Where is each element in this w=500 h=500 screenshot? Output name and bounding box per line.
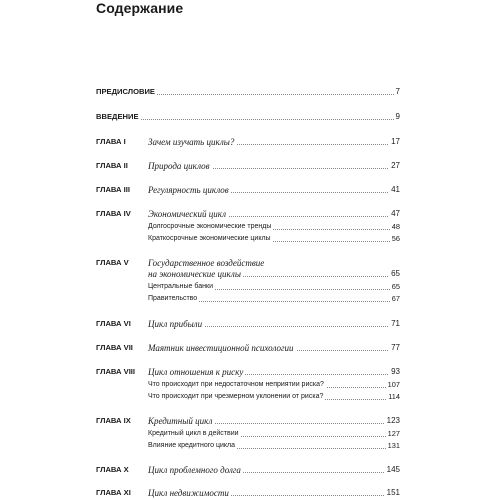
toc-subentry-title: Правительство: [148, 293, 199, 305]
chapter-label: ГЛАВА VII: [96, 343, 133, 352]
toc-entry-intro[interactable]: [0, 111, 500, 123]
toc-subentry-title: Что происходит при недостаточном неприятии риска?: [148, 379, 326, 391]
toc-entry-title: ВВЕДЕНИЕ: [96, 112, 139, 121]
toc-subentry-title: Влияние кредитного цикла: [148, 440, 237, 452]
toc-subentry[interactable]: [0, 293, 500, 305]
toc-subentry-title: Кредитный цикл в действии: [148, 428, 241, 440]
chapter-label: ГЛАВА XI: [96, 488, 131, 497]
toc-entry-ch11[interactable]: [0, 487, 500, 499]
toc-page-number: 127: [387, 429, 400, 438]
toc-entry-title-line1: Государственное воздействие: [148, 258, 265, 268]
toc-page-number: 145: [386, 465, 400, 474]
chapter-label: ГЛАВА I: [96, 137, 126, 146]
toc-entry-ch9[interactable]: [0, 415, 500, 427]
toc-entry-title: Экономический цикл: [148, 209, 227, 219]
toc-entry-ch2[interactable]: [0, 160, 500, 172]
toc-page-number: 107: [387, 380, 400, 389]
toc-entry-title: Кредитный цикл: [148, 416, 213, 426]
toc-entry-title: Цикл проблемного долга: [148, 465, 241, 475]
toc-subentry[interactable]: [0, 440, 500, 452]
toc-subentry[interactable]: [0, 391, 500, 403]
toc-page-number: 41: [391, 185, 400, 194]
page-title: Содержание: [96, 0, 184, 16]
toc-entry-title: Регулярность циклов: [148, 185, 229, 195]
toc-subentry-title: Краткосрочные экономические циклы: [148, 233, 273, 245]
toc-page-number: 71: [391, 319, 400, 328]
toc-entry-title: Цикл недвижимости: [148, 488, 229, 498]
toc-entry-ch10[interactable]: [0, 464, 500, 476]
toc-subentry[interactable]: [0, 428, 500, 440]
toc-page-number: 131: [387, 441, 400, 450]
toc-entry-title: Зачем изучать циклы?: [148, 137, 235, 147]
toc-entry-title: Природа циклов: [148, 161, 210, 171]
chapter-label: ГЛАВА V: [96, 258, 129, 267]
chapter-label: ГЛАВА IV: [96, 209, 131, 218]
toc-page-number: 77: [391, 343, 400, 352]
chapter-label: ГЛАВА III: [96, 185, 130, 194]
toc-entry-preface[interactable]: [0, 86, 500, 98]
toc-entry-ch5-cont[interactable]: [0, 268, 500, 280]
toc-entry-title: Маятник инвестиционной психологии: [148, 343, 294, 353]
toc-entry-title: Цикл прибыли: [148, 319, 203, 329]
dot-leader: [98, 119, 400, 120]
chapter-label: ГЛАВА VIII: [96, 367, 136, 376]
chapter-label: ГЛАВА X: [96, 465, 129, 474]
toc-subentry[interactable]: [0, 221, 500, 233]
toc-page-number: 123: [386, 416, 400, 425]
toc-entry-ch4[interactable]: [0, 208, 500, 220]
toc-entry-title: Цикл отношения к риску: [148, 367, 244, 377]
chapter-label: ГЛАВА IX: [96, 416, 131, 425]
toc-page-number: 65: [391, 282, 400, 291]
toc-subentry-title: Что происходит при чрезмерном уклонении от риска?: [148, 391, 325, 403]
toc-page-number: 65: [391, 269, 400, 278]
toc-entry-ch8[interactable]: [0, 366, 500, 378]
toc-entry-ch1[interactable]: [0, 136, 500, 148]
toc-page-number: 67: [391, 294, 400, 303]
toc-page-number: 93: [391, 367, 400, 376]
toc-page-number: 56: [391, 234, 400, 243]
toc-page-number: 114: [388, 392, 400, 401]
chapter-label: ГЛАВА II: [96, 161, 128, 170]
toc-entry-title: ПРЕДИСЛОВИЕ: [96, 87, 155, 96]
toc-page-number: 47: [391, 209, 400, 218]
chapter-label: ГЛАВА VI: [96, 319, 131, 328]
toc-page-number: 17: [391, 137, 400, 146]
toc-entry-ch3[interactable]: [0, 184, 500, 196]
toc-entry-title-line2: на экономические циклы: [148, 269, 241, 279]
toc-subentry[interactable]: [0, 379, 500, 391]
toc-subentry-title: Центральные банки: [148, 281, 215, 293]
toc-page-number: 27: [391, 161, 400, 170]
toc-subentry[interactable]: [0, 233, 500, 245]
toc-page-number: 9: [395, 112, 400, 121]
toc-subentry[interactable]: [0, 281, 500, 293]
toc-subentry-title: Долгосрочные экономические тренды: [148, 221, 273, 233]
toc-page-number: 151: [386, 488, 400, 497]
toc-page-number: 48: [391, 222, 400, 231]
toc-entry-ch7[interactable]: [0, 342, 500, 354]
toc-page-number: 7: [395, 87, 400, 96]
toc-entry-ch6[interactable]: [0, 318, 500, 330]
